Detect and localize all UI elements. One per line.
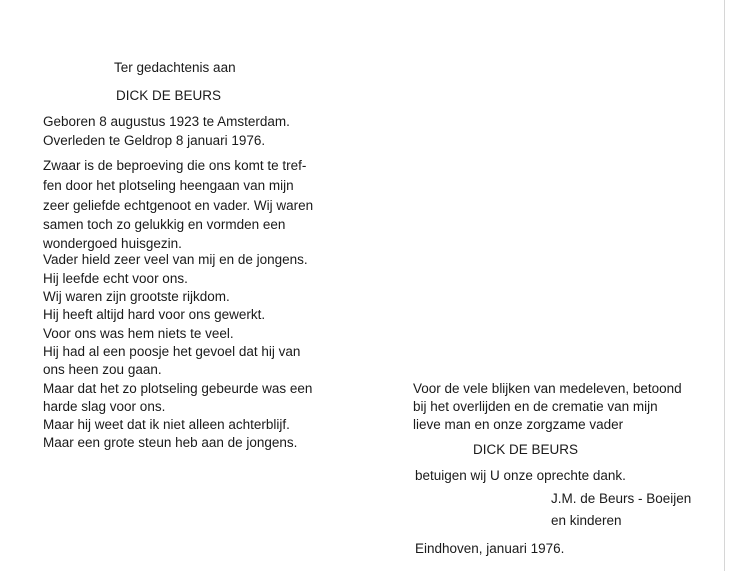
poem-line: Vader hield zeer veel van mij en de jongens. xyxy=(43,252,308,267)
deceased-name-repeat: DICK DE BEURS xyxy=(473,442,579,457)
poem-line: Hij had al een poosje het gevoel dat hij van xyxy=(43,344,301,359)
place-date: Eindhoven, januari 1976. xyxy=(415,541,565,556)
thanks-line: bij het overlijden en de crematie van mijn xyxy=(413,399,658,414)
card-edge xyxy=(724,0,725,571)
intro-heading: Ter gedachtenis aan xyxy=(114,60,236,75)
poem-line: Hij heeft altijd hard voor ons gewerkt. xyxy=(43,307,266,322)
poem-line: samen toch zo gelukkig en vormden een xyxy=(43,217,286,232)
poem-line: Maar hij weet dat ik niet alleen achterblijf. xyxy=(43,417,290,432)
poem-line: Maar dat het zo plotseling gebeurde was een xyxy=(43,381,313,396)
poem-line: wondergoed huisgezin. xyxy=(43,236,182,251)
poem-line: Maar een grote steun heb aan de jongens. xyxy=(43,435,298,450)
death-line: Overleden te Geldrop 8 januari 1976. xyxy=(43,133,266,148)
poem-line: harde slag voor ons. xyxy=(43,399,166,414)
thanks-line: lieve man en onze zorgzame vader xyxy=(413,417,624,432)
thanks-line: Voor de vele blijken van medeleven, betoond xyxy=(413,381,682,396)
deceased-name: DICK DE BEURS xyxy=(116,88,222,103)
poem-line: zeer geliefde echtgenoot en vader. Wij waren xyxy=(43,198,314,213)
poem-line: Voor ons was hem niets te veel. xyxy=(43,326,234,341)
signature-name: J.M. de Beurs - Boeijen xyxy=(551,491,692,506)
poem-line: fen door het plotseling heengaan van mijn xyxy=(43,178,294,193)
poem-line: Wij waren zijn grootste rijkdom. xyxy=(43,289,230,304)
gratitude-line: betuigen wij U onze oprechte dank. xyxy=(415,468,626,483)
signature-family: en kinderen xyxy=(551,513,622,528)
poem-line: Hij leefde echt voor ons. xyxy=(43,271,188,286)
poem-line: Zwaar is de beproeving die ons komt te tref- xyxy=(43,158,307,173)
poem-line: ons heen zou gaan. xyxy=(43,362,162,377)
birth-line: Geboren 8 augustus 1923 te Amsterdam. xyxy=(43,114,290,129)
